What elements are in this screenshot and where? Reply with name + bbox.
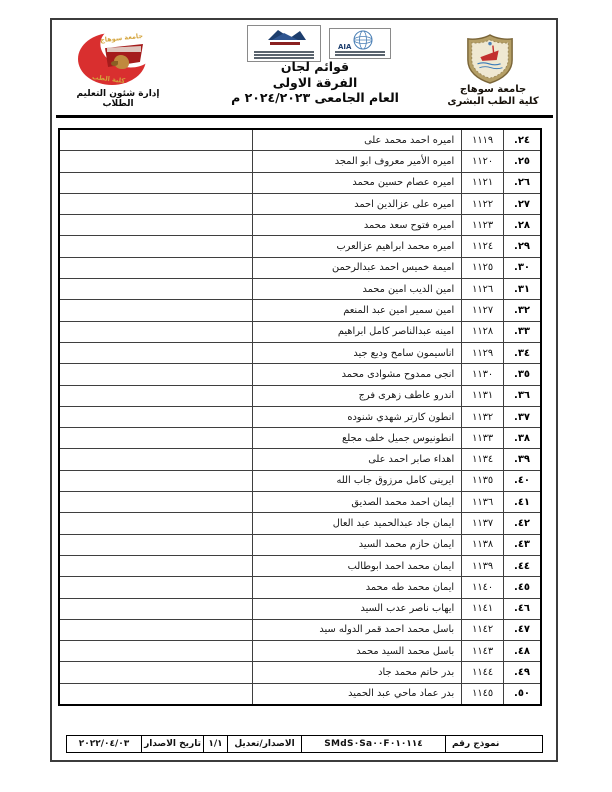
student-name-cell: باسل محمد احمد قمر الدوله سيد [253,620,463,640]
table-row [60,599,540,620]
sohag-university-shield-logo [465,34,515,84]
issue-date-value: ٢٠٢٢/٠٤/٠٣ [67,736,142,752]
signature-cell [60,641,253,661]
seat-number-cell: ١١٤٤ [462,662,504,682]
table-row [60,130,540,151]
serial-number-cell: .٤٤ [514,560,531,572]
accreditation-fineprint [254,50,315,59]
student-name-cell: انطون كارتر شهدي شنوده [253,407,463,427]
table-row [60,492,540,513]
seat-number-cell: ١١٢٣ [462,215,504,235]
table-row [60,236,540,257]
issue-date-label: تاريخ الاصدار [142,736,204,752]
student-name-cell: اميره الأمير معروف ابو المجد [253,151,463,171]
table-row [60,620,540,641]
signature-cell [60,236,253,256]
crescent-bottom-text: كلية الطب [91,73,126,85]
table-row [60,428,540,449]
signature-cell [60,364,253,384]
seat-number-cell: ١١٣٠ [462,364,504,384]
serial-number-cell: .٤٢ [514,517,531,529]
serial-number-cell: .٤٥ [514,581,531,593]
signature-cell [60,300,253,320]
student-name-cell: ايرينى كامل مرزوق جاب الله [253,471,463,491]
table-row [60,513,540,534]
title-committees: قوائم لجان [280,59,350,74]
table-row [60,194,540,215]
student-name-cell: ايمان محمد احمد ابوطالب [253,556,463,576]
signature-cell [60,428,253,448]
serial-number-cell: .٣٣ [514,326,531,338]
accreditation-logo [247,25,321,62]
seat-number-cell: ١١٢٢ [462,194,504,214]
aia-logo [329,28,391,59]
signature-cell [60,535,253,555]
student-name-cell: اميره احمد محمد على [253,130,463,150]
signature-cell [60,130,253,150]
serial-number-cell: .٣٨ [514,432,531,444]
seat-number-cell: ١١٣٤ [462,449,504,469]
university-name: جامعة سوهاج [459,84,527,95]
signature-cell [60,407,253,427]
table-row [60,407,540,428]
signature-cell [60,322,253,342]
student-name-cell: امينه عبدالناصر كامل ابراهيم [253,322,463,342]
serial-number-cell: .٢٤ [514,134,531,146]
serial-number-cell: .٣٧ [514,411,531,423]
signature-cell [60,449,253,469]
student-name-cell: امين سمير امين عبد المنعم [253,300,463,320]
student-name-cell: انجى ممدوح مشوادى محمد [253,364,463,384]
serial-number-cell: .٤١ [514,496,531,508]
table-row [60,641,540,662]
table-row [60,556,540,577]
signature-cell [60,194,253,214]
serial-number-cell: .٣١ [514,283,531,295]
seat-number-cell: ١١٣٢ [462,407,504,427]
seat-number-cell: ١١٣٩ [462,556,504,576]
signature-cell [60,492,253,512]
university-name-block [438,84,548,107]
student-name-cell: اميره محمد ابراهيم عزالعرب [253,236,463,256]
seat-number-cell: ١١٢٩ [462,343,504,363]
student-name-cell: ايمان احمد محمد الصديق [253,492,463,512]
serial-number-cell: .٤٠ [514,475,531,487]
form-code: SMdS٠Sa٠٠F٠١٠١١٤ [302,736,446,752]
serial-number-cell: .٣٦ [514,390,531,402]
student-name-cell: انطونيوس جميل خلف مجلع [253,428,463,448]
seat-number-cell: ١١٢٥ [462,258,504,278]
table-row [60,300,540,321]
table-row [60,258,540,279]
signature-cell [60,279,253,299]
student-name-cell: ايهاب ناصر عدب السيد [253,599,463,619]
signature-cell [60,343,253,363]
students-table [58,128,542,706]
serial-number-cell: .٣٥ [514,368,531,380]
department-label: إدارة شئون التعليم الطلاب [76,89,160,109]
aia-label: AIA [338,43,352,51]
title-academic-year: العام الجامعى ٢٠٢٤/٢٠٢٣ م [231,90,399,105]
student-name-cell: باسل محمد السيد محمد [253,641,463,661]
signature-cell [60,662,253,682]
serial-number-cell: .٢٩ [514,241,531,253]
student-name-cell: اميره على عزالدين احمد [253,194,463,214]
seat-number-cell: ١١٣٥ [462,471,504,491]
seat-number-cell: ١١٣٦ [462,492,504,512]
signature-cell [60,577,253,597]
student-name-cell: اميمة خميس احمد عبدالرحمن [253,258,463,278]
signature-cell [60,173,253,193]
title-grade: الفرقة الاولى [272,74,358,90]
student-name-cell: اهداء صابر احمد على [253,449,463,469]
table-row [60,343,540,364]
signature-cell [60,599,253,619]
table-row [60,151,540,172]
aia-fineprint [335,50,385,56]
serial-number-cell: .٣٠ [514,262,531,274]
student-name-cell: ايمان حازم محمد السيد [253,535,463,555]
serial-number-cell: .٢٥ [514,155,531,167]
seat-number-cell: ١١٣٧ [462,513,504,533]
serial-number-cell: .٤٣ [514,539,531,551]
serial-number-cell: .٤٧ [514,624,531,636]
table-row [60,535,540,556]
signature-cell [60,471,253,491]
signature-cell [60,513,253,533]
crescent-top-text: جامعة سوهاج [99,31,144,45]
sohag-medicine-crescent-logo [78,31,154,87]
seat-number-cell: ١١٤٢ [462,620,504,640]
student-name-cell: امين الديب امين محمد [253,279,463,299]
seat-number-cell: ١١٢١ [462,173,504,193]
serial-number-cell: .٣٤ [514,347,531,359]
serial-number-cell: .٣٩ [514,454,531,466]
signature-cell [60,684,253,704]
serial-number-cell: .٤٨ [514,645,531,657]
seat-number-cell: ١١٤٣ [462,641,504,661]
student-name-cell: اميره عصام حسين محمد [253,173,463,193]
form-number-label: نموذج رقم [452,739,500,749]
student-name-cell: اندرو عاطف زهرى فرج [253,386,463,406]
student-name-cell: ايمان جاد عبدالحميد عبد العال [253,513,463,533]
faculty-name: كلية الطب البشرى [447,95,539,107]
issue-revision-label: الاصدار/تعديل [228,736,302,752]
seat-number-cell: ١١٢٦ [462,279,504,299]
seat-number-cell: ١١٢٨ [462,322,504,342]
seat-number-cell: ١١٤٥ [462,684,504,704]
student-name-cell: بدر حاتم محمد جاد [253,662,463,682]
seat-number-cell: ١١٣١ [462,386,504,406]
eagle-beak [111,61,118,66]
seat-number-cell: ١١٣٨ [462,535,504,555]
serial-number-cell: .٢٧ [514,198,531,210]
seat-number-cell: ١١١٩ [462,130,504,150]
serial-number-cell: .٤٦ [514,603,531,615]
serial-number-cell: .٥٠ [514,688,531,700]
table-row [60,279,540,300]
seat-number-cell: ١١٤٠ [462,577,504,597]
signature-cell [60,215,253,235]
seat-number-cell: ١١٣٣ [462,428,504,448]
student-name-cell: بدر عماد ماحي عبد الحميد [253,684,463,704]
serial-number-cell: .٢٨ [514,219,531,231]
document-title [205,59,425,106]
form-footer [66,735,543,753]
table-row [60,386,540,407]
table-row [60,471,540,492]
student-name-cell: ايمان محمد طه محمد [253,577,463,597]
issue-revision-value: ١/١ [204,736,228,752]
signature-cell [60,620,253,640]
serial-number-cell: .٢٦ [514,177,531,189]
table-row [60,684,540,704]
seat-number-cell: ١١٢٧ [462,300,504,320]
header-divider-rule [56,115,553,118]
seat-number-cell: ١١٢٠ [462,151,504,171]
table-row [60,322,540,343]
table-row [60,173,540,194]
table-row [60,577,540,598]
seat-number-cell: ١١٤١ [462,599,504,619]
serial-number-cell: .٤٩ [514,667,531,679]
student-name-cell: اميره فتوح سعد محمد [253,215,463,235]
signature-cell [60,556,253,576]
student-name-cell: اناسيمون سامح وديع جيد [253,343,463,363]
table-row [60,662,540,683]
serial-number-cell: .٣٢ [514,305,531,317]
signature-cell [60,386,253,406]
table-row [60,449,540,470]
table-row [60,364,540,385]
signature-cell [60,151,253,171]
table-row [60,215,540,236]
seat-number-cell: ١١٢٤ [462,236,504,256]
signature-cell [60,258,253,278]
